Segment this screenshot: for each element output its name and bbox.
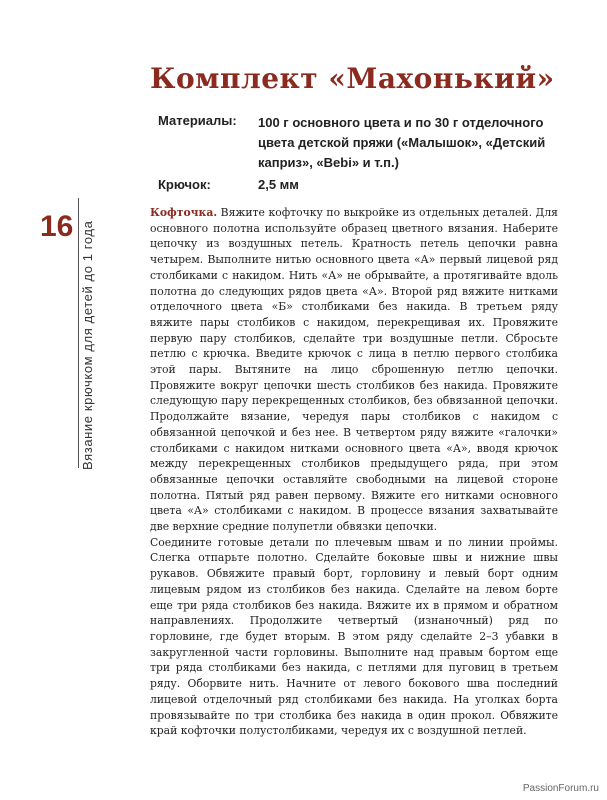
sidebar-divider — [78, 198, 79, 468]
page-title: Комплект «Махонький» — [150, 62, 555, 95]
materials-value: 100 г основного цвета и по 30 г отделочного цвета детской пряжи («Малышок», «Детский каприз», «Bebi» и т.п.) — [258, 115, 546, 170]
page-number: 16 — [40, 210, 74, 243]
paragraph-2: Соедините готовые детали по плечевым швам и по линии проймы. Слегка отпарьте полотно. Сделайте боковые швы и нижние швы рукавов. Обвяжите правый борт, горловину и левый борт одним лицевым рядом из столбиков без накида. Сделайте на левом борте еще три ряда столбиков без накида. Вяжите их в прямом и обратном направлениях. Продолжите четвертый (изнаночный) ряд по горловине, где будет вторым. В этом ряду сделайте 2–3 убавки в закругленной части горловины. Выполните над правым бортом еще три ряда столбиками без накида, с петлями для пуговиц в третьем ряду. Оборвите нить. Начните от левого бокового шва последний лицевой отделочный ряд столбиками без накида. На уголках борта провязывайте по три столбика без накида в один прокол. Обвяжите край кофточки полустолбиками, чередуя их с воздушной петлей. — [150, 535, 558, 738]
section-lead: Кофточка. — [150, 206, 218, 219]
running-title: Вязание крючком для детей до 1 года — [80, 220, 95, 470]
watermark: PassionForum.ru — [522, 783, 599, 794]
hook-label: Крючок: — [158, 177, 211, 192]
hook-value: 2,5 мм — [258, 177, 299, 192]
body-text — [150, 205, 558, 739]
materials-label: Материалы: — [158, 113, 237, 128]
paragraph-1: Вяжите кофточку по выкройке из отдельных деталей. Для основного полотна используйте образец цветного вязания. Наберите цепочку из воздушных петель. Кратность петель цепочки равна четырем. Выполните нитью основного цвета «А» первый лицевой ряд столбиками с накидом. Нить «А» не обрывайте, а протягивайте вдоль полотна до следующих рядов цвета «А». Второй ряд вяжите нитками отделочного цвета «Б» столбиками без накида. В третьем ряду вяжите пары столбиков с накидом, перекрещивая их. Провяжите первую пару столбиков, сделайте три воздушные петли. Сбросьте петлю с крючка. Введите крючок с лица в петлю первого столбика этой пары. Вытяните на лицо сброшенную петлю цепочки. Провяжите вокруг цепочки шесть столбиков без накида. Провяжите следующую пару перекрещенных столбиков, без обвязанной цепочки. Продолжайте вязание, чередуя пары столбиков с накидом с обвязанной цепочкой и без нее. В четвертом ряду вяжите «галочки» столбиками с накидом нитками основного цвета «А», вводя крючок между перекрещенных столбиков предыдущего ряда, при этом обвязанные цепочки оставляйте свободными на лицевой стороне полотна. Пятый ряд равен первому. Вяжите его нитками основного цвета «А» столбиками с накидом. В процессе вязания захватывайте две верхние средние полупетли обвязки цепочки. — [150, 206, 558, 534]
